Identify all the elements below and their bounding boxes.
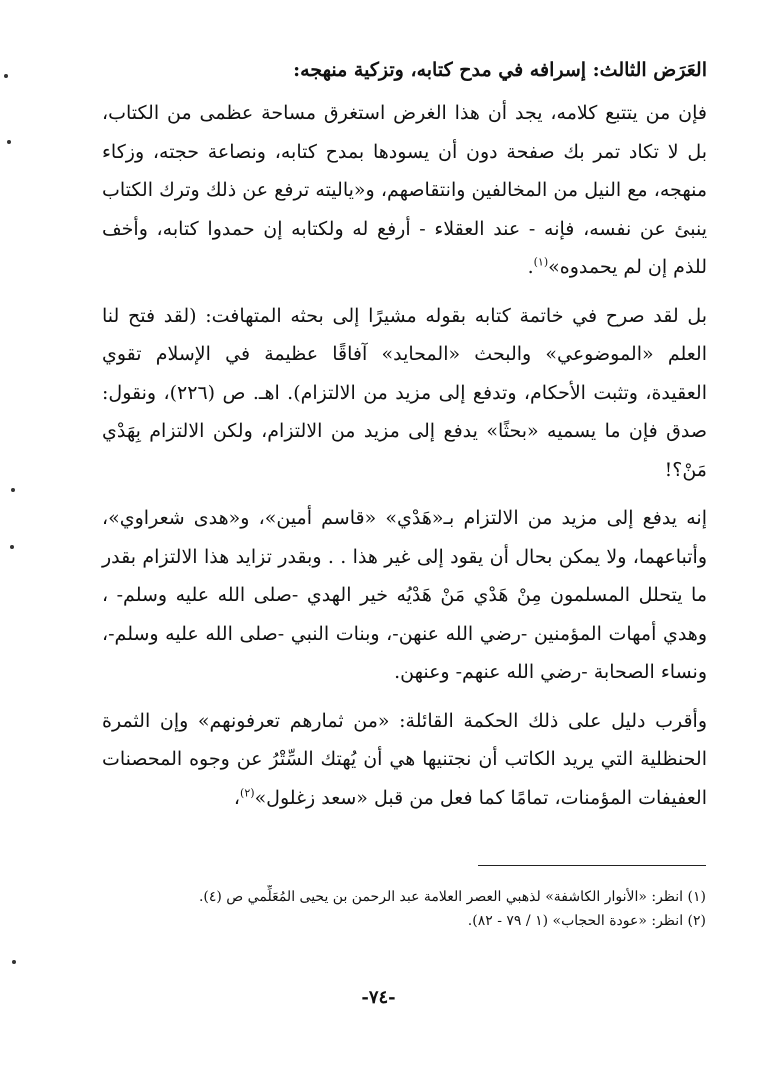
- footnotes: [100, 885, 706, 933]
- scan-speck: [7, 140, 11, 144]
- paragraph-text: فإن من يتتبع كلامه، يجد أن هذا الغرض استغرق مساحة عظمى من الكتاب، بل لا تكاد تمر بك صفحة دون أن يسودها بمدح كتابه، ونصاعة حجته، وزكاء منهجه، مع النيل من المخالفين وانتقاصهم، و«ياليته ترفع عن ذلك وترك الكتاب ينبئ عن نفسه، فإنه - عند العقلاء - أرفع له ولكتابه إن حمدوا كتابه، وأخف للذم إن لم يحمدوه»: [102, 102, 707, 278]
- paragraph: [102, 499, 707, 692]
- page-number: -٧٤-: [361, 987, 396, 1008]
- document-body: [102, 54, 707, 827]
- paragraph-text: بل لقد صرح في خاتمة كتابه بقوله مشيرًا إلى بحثه المتهافت: (لقد فتح لنا العلم «الموضوعي» والبحث «المحايد» آفاقًا عظيمة في الإسلام تقوي العقيدة، وتثبت الأحكام، وتدفع إلى مزيد من الالتزام). اهـ. ص (٢٢٦)، ونقول: صدق فإن ما يسميه «بحثًا» يدفع إلى مزيد من الالتزام، ولكن الالتزام بِهَدْي مَنْ؟!: [102, 304, 707, 481]
- paragraph: [102, 297, 707, 490]
- scan-speck: [10, 545, 14, 549]
- paragraph: [102, 94, 707, 287]
- scan-speck: [11, 488, 15, 492]
- footnote-2: (٢) انظر: «عودة الحجاب» (١ / ٧٩ - ٨٢).: [467, 913, 706, 929]
- paragraph-tail: ،: [233, 786, 241, 809]
- scan-speck: [12, 960, 16, 964]
- footnote-ref[interactable]: (٢): [240, 786, 255, 800]
- paragraph-text: إنه يدفع إلى مزيد من الالتزام بـ«هَدْي» «قاسم أمين»، و«هدى شعراوي»، وأتباعهما، ولا يمكن بحال أن يقود إلى غير هذا . . وبقدر تزايد هذا الالتزام بقدر ما يتحلل المسلمون مِنْ هَدْي مَنْ هَدْيُه خير الهدي -صلى الله عليه وسلم- ، وهدي أمهات المؤمنين -رضي الله عنهن-، وبنات النبي -صلى الله عليه وسلم-، ونساء الصحابة -رضي الله عنهم- وعنهن.: [102, 507, 707, 683]
- footnote-ref[interactable]: (١): [533, 255, 549, 269]
- paragraph: [102, 702, 707, 818]
- footnote-divider: [478, 865, 706, 866]
- section-heading: العَرَض الثالث: إسرافه في مدح كتابه، وتزكية منهجه:: [293, 59, 707, 81]
- paragraph-tail: .: [527, 256, 534, 278]
- footnote-1: (١) انظر: «الأنوار الكاشفة» لذهبي العصر العلامة عبد الرحمن بن يحيى المُعَلِّمي ص (٤).: [198, 889, 706, 905]
- scan-speck: [4, 74, 8, 78]
- paragraph-text: وأقرب دليل على ذلك الحكمة القائلة: «من ثمارهم تعرفونهم» وإن الثمرة الحنظلية التي يريد الكاتب أن نجتنيها هي أن يُهتك السِّتْرُ عن وجوه المحصنات العفيفات المؤمنات، تمامًا كما فعل من قبل «سعد زغلول»: [102, 709, 707, 809]
